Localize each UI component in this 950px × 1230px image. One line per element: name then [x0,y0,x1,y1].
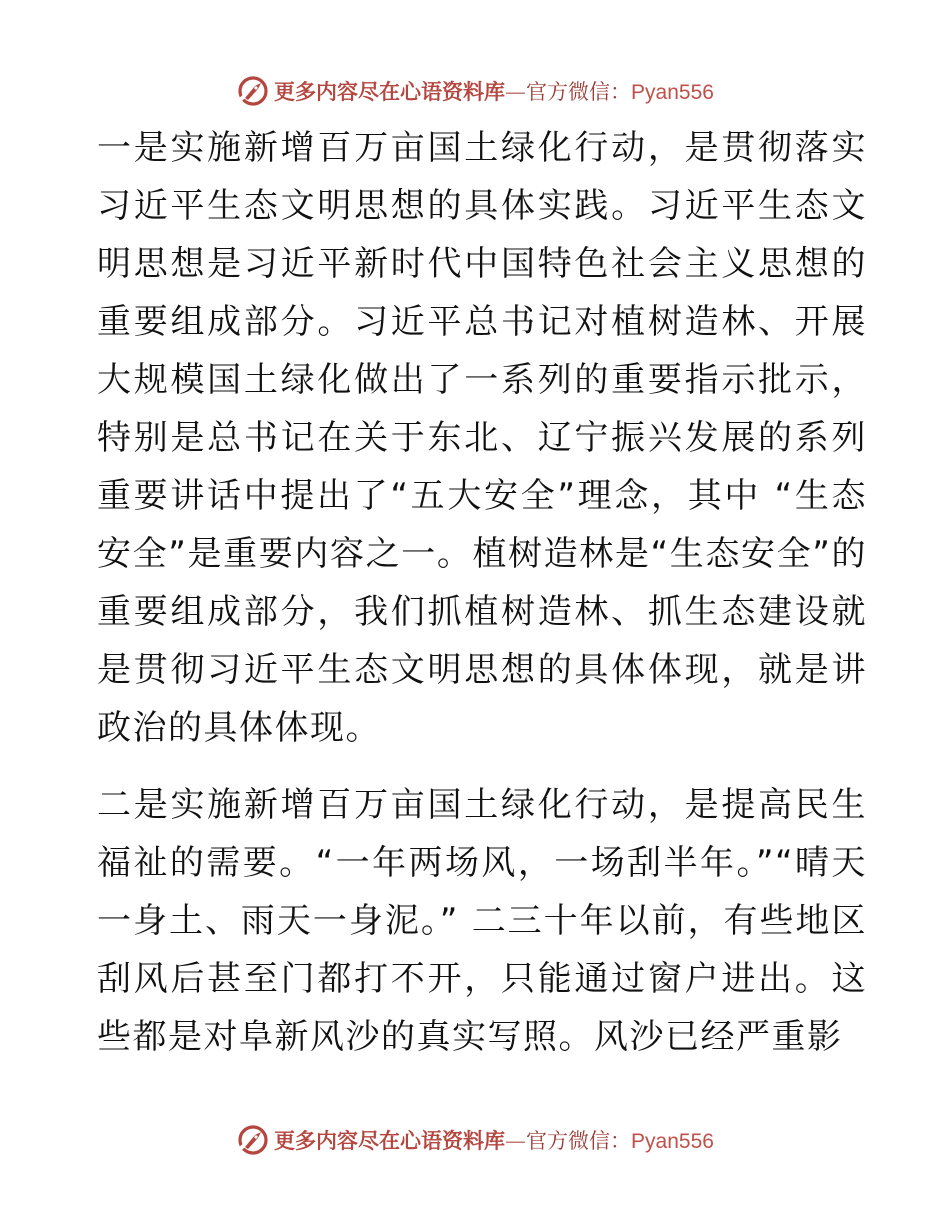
paragraph-2: 二是实施新增百万亩国土绿化行动，是提高民生福祉的需要。“一年两场风，一场刮半年。”“晴天一身土、雨天一身泥。” 二三十年以前，有些地区刮风后甚至门都打不开，只能通过窗户进出。这些都是对阜新风沙的真实写照。风沙已经严重影 [97,785,867,1057]
watermark-text [274,1125,714,1155]
footer-watermark [0,1120,950,1160]
header-watermark [0,71,950,111]
paragraph-1: 一是实施新增百万亩国土绿化行动，是贯彻落实习近平生态文明思想的具体实践。习近平生态文明思想是习近平新时代中国特色社会主义思想的重要组成部分。习近平总书记对植树造林、开展大规模国土绿化做出了一系列的重要指示批示，特别是总书记在关于东北、辽宁振兴发展的系列重要讲话中提出了“五大安全”理念，其中 “生态安全”是重要内容之一。植树造林是“生态安全”的重要组成部分，我们抓植树造林、抓生态建设就是贯彻习近平生态文明思想的具体体现，就是讲政治的具体体现。 [97,128,867,748]
watermark-label: 官方微信： [526,80,632,104]
watermark-account: Pyan556 [631,81,714,104]
watermark-site-text: 更多内容尽在心语资料库 [274,1129,506,1153]
watermark-account: Pyan556 [631,1130,714,1153]
watermark-label: 官方微信： [526,1129,632,1153]
watermark-text [274,76,714,106]
pen-nib-logo-icon [236,74,270,108]
pen-nib-logo-icon [236,1123,270,1157]
watermark-separator: — [505,1129,527,1153]
watermark-separator: — [505,80,527,104]
watermark-site-text: 更多内容尽在心语资料库 [274,80,506,104]
